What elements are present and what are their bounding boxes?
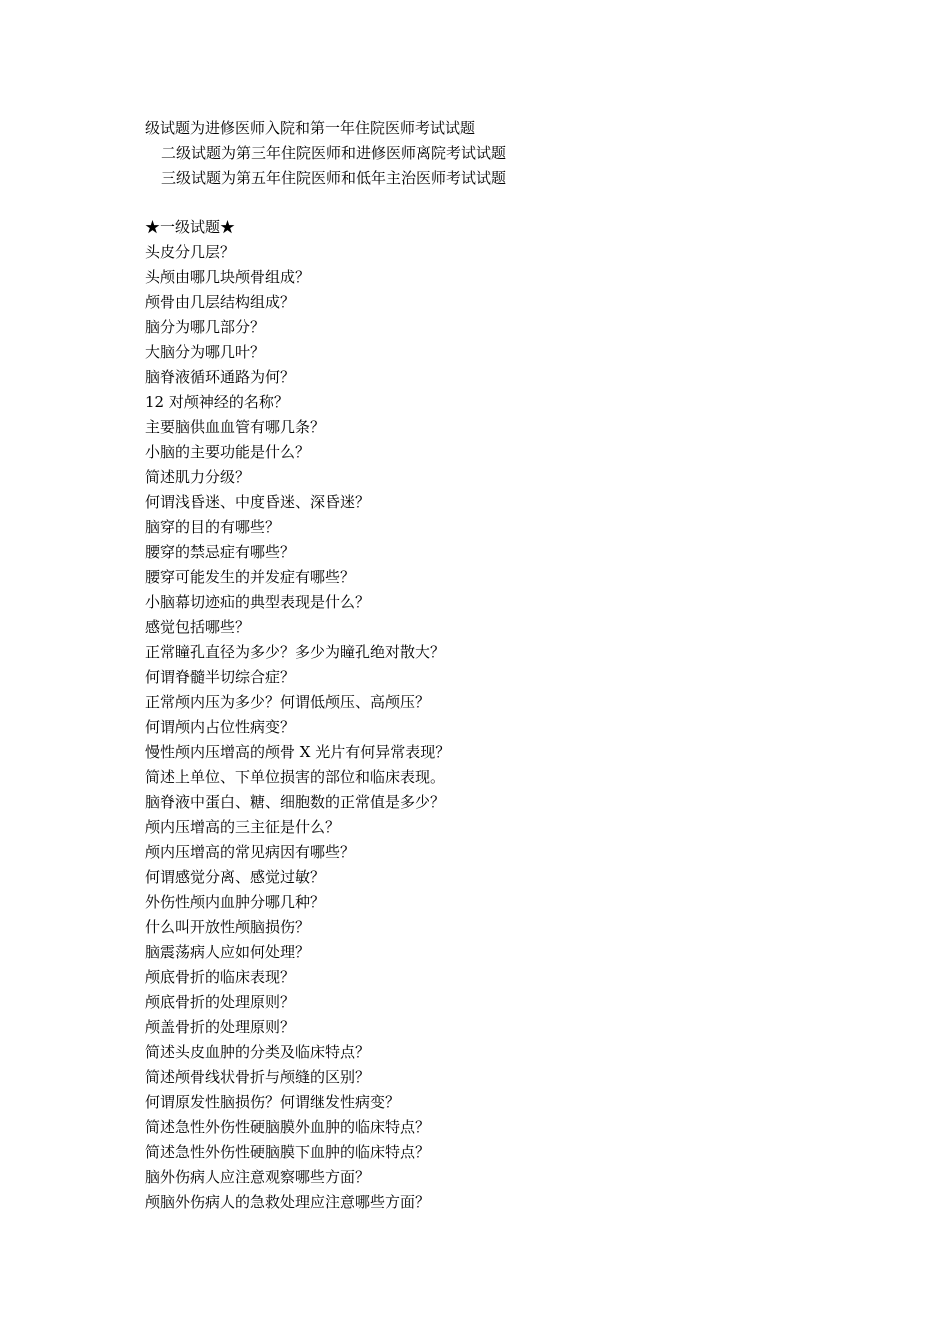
question-item: 简述急性外伤性硬脑膜下血肿的临床特点？ <box>145 1143 431 1161</box>
question-item: 颅内压增高的常见病因有哪些？ <box>145 843 356 861</box>
question-item: 腰穿可能发生的并发症有哪些？ <box>145 568 356 586</box>
question-item: 脑穿的目的有哪些？ <box>145 518 281 536</box>
question-item: 颅内压增高的三主征是什么？ <box>145 818 341 836</box>
question-item: 简述急性外伤性硬脑膜外血肿的临床特点？ <box>145 1118 431 1136</box>
intro-line-level-3: 三级试题为第五年住院医师和低年主治医师考试试题 <box>161 169 507 187</box>
question-item: 脑脊液中蛋白、糖、细胞数的正常值是多少？ <box>145 793 446 811</box>
intro-line-level-2: 二级试题为第三年住院医师和进修医师离院考试试题 <box>161 144 507 162</box>
question-item: 脑外伤病人应注意观察哪些方面？ <box>145 1168 371 1186</box>
question-item: 何谓颅内占位性病变？ <box>145 718 296 736</box>
question-item: 外伤性颅内血肿分哪几种？ <box>145 893 326 911</box>
question-item: 简述肌力分级？ <box>145 468 251 486</box>
question-item: 什么叫开放性颅脑损伤？ <box>145 918 311 936</box>
question-list <box>145 240 905 1215</box>
question-item: 正常颅内压为多少？何谓低颅压、高颅压？ <box>145 693 431 711</box>
question-item: 头颅由哪几块颅骨组成？ <box>145 268 311 286</box>
question-item: 颅脑外伤病人的急救处理应注意哪些方面？ <box>145 1193 431 1211</box>
question-item: 大脑分为哪几叶？ <box>145 343 266 361</box>
intro-block <box>145 116 905 191</box>
question-item: 简述颅骨线状骨折与颅缝的区别？ <box>145 1068 371 1086</box>
question-item: 颅骨由几层结构组成？ <box>145 293 296 311</box>
question-item: 腰穿的禁忌症有哪些？ <box>145 543 296 561</box>
section-heading: ★一级试题★ <box>145 218 236 236</box>
level-1-section <box>145 215 905 1215</box>
question-item: 何谓浅昏迷、中度昏迷、深昏迷？ <box>145 493 371 511</box>
question-item: 慢性颅内压增高的颅骨 X 光片有何异常表现？ <box>145 743 451 761</box>
question-item: 简述上单位、下单位损害的部位和临床表现。 <box>145 768 446 786</box>
question-item: 小脑的主要功能是什么？ <box>145 443 311 461</box>
intro-line-level-1: 级试题为进修医师入院和第一年住院医师考试试题 <box>145 119 476 137</box>
question-item: 颅底骨折的处理原则？ <box>145 993 296 1011</box>
question-item: 脑震荡病人应如何处理？ <box>145 943 311 961</box>
question-item: 脑分为哪几部分？ <box>145 318 266 336</box>
question-item: 何谓感觉分离、感觉过敏？ <box>145 868 326 886</box>
question-item: 颅盖骨折的处理原则？ <box>145 1018 296 1036</box>
question-item: 12 对颅神经的名称？ <box>145 393 289 411</box>
question-item: 小脑幕切迹疝的典型表现是什么？ <box>145 593 371 611</box>
question-item: 头皮分几层？ <box>145 243 236 261</box>
question-item: 主要脑供血血管有哪几条？ <box>145 418 326 436</box>
question-item: 正常瞳孔直径为多少？多少为瞳孔绝对散大？ <box>145 643 446 661</box>
question-item: 颅底骨折的临床表现？ <box>145 968 296 986</box>
question-item: 何谓原发性脑损伤？何谓继发性病变？ <box>145 1093 401 1111</box>
question-item: 脑脊液循环通路为何？ <box>145 368 296 386</box>
question-item: 何谓脊髓半切综合症？ <box>145 668 296 686</box>
question-item: 简述头皮血肿的分类及临床特点？ <box>145 1043 371 1061</box>
question-item: 感觉包括哪些？ <box>145 618 251 636</box>
